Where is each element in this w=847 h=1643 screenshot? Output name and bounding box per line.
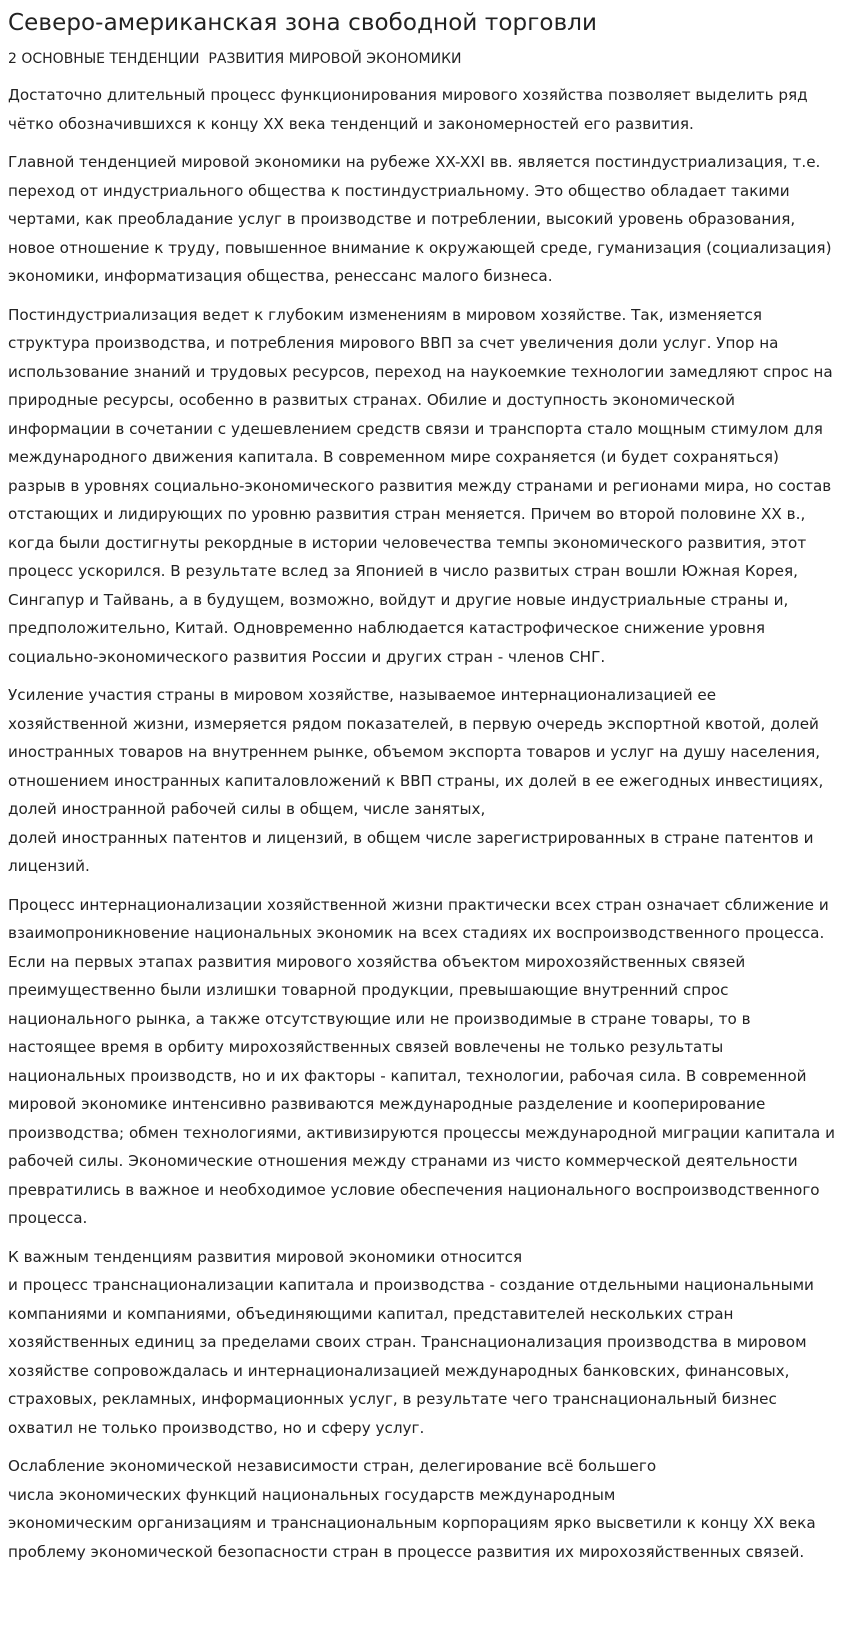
- paragraph-economic-security: Ослабление экономической независимости стран, делегирование всё большего числа экономических функций национальных государств международным экономическим организациям и транснациональным корпорациям ярко высветили к концу XX века проблему экономической безопасности стран в процессе развития их мирохозяйственных связей.: [8, 1457, 816, 1561]
- paragraph-internationalization-process: Процесс интернационализации хозяйственной жизни практически всех стран означает сближение и взаимопроникновение национальных экономик на всех стадиях их воспроизводственного процесса. Если на первых этапах развития мирового хозяйства объектом мирохозяйственных связей преимущественно были излишки товарной продукции, превышающие внутренний спрос национального рынка, а также отсутствующие или не производимые в стране товары, то в настоящее время в орбиту мирохозяйственных связей вовлечены не только результаты национальных производств, но и их факторы - капитал, технологии, рабочая сила. В современной мировой экономике интенсивно развиваются международные разделение и кооперирование производства; обмен технологиями, активизируются процессы международной миграции капитала и рабочей силы. Экономические отношения между странами из чисто коммерческой деятельности превратились в важное и необходимое условие обеспечения национального воспроизводственного процесса.: [8, 895, 836, 1227]
- document-body: [8, 81, 839, 1566]
- section-heading: 2 ОСНОВНЫЕ ТЕНДЕНЦИИ РАЗВИТИЯ МИРОВОЙ ЭКОНОМИКИ: [8, 51, 462, 67]
- paragraph-postindustrialization: Главной тенденцией мировой экономики на рубеже XX-XXI вв. является постиндустриализация, т.е. переход от индустриального общества к постиндустриальному. Это общество обладает такими чертами, как преобладание услуг в производстве и потреблении, высокий уровень образования, новое отношение к труду, повышенное внимание к окружающей среде, гуманизация (социализация) экономики, информатизация общества, ренессанс малого бизнеса.: [8, 153, 832, 285]
- paragraph-transnationalization: К важным тенденциям развития мировой экономики относится и процесс транснационализации капитала и производства - создание отдельными национальными компаниями и компаниями, объединяющими капитал, представителей нескольких стран хозяйственных единиц за пределами своих стран. Транснационализация производства в мировом хозяйстве сопровождалась и интернационализацией международных банковских, финансовых, страховых, рекламных, информационных услуг, в результате чего транснациональный бизнес охватил не только производство, но и сферу услуг.: [8, 1247, 814, 1437]
- paragraph-intro: Достаточно длительный процесс функционирования мирового хозяйства позволяет выделить ряд чётко обозначившихся к концу XX века тенденций и закономерностей его развития.: [8, 86, 808, 133]
- paragraph-structural-changes: Постиндустриализация ведет к глубоким изменениям в мировом хозяйстве. Так, изменяется структура производства, и потребления мирового ВВП за счет увеличения доли услуг. Упор на использование знаний и трудовых ресурсов, переход на наукоемкие технологии замедляют спрос на природные ресурсы, особенно в развитых странах. Обилие и доступность экономической информации в сочетании с удешевлением средств связи и транспорта стало мощным стимулом для международного движения капитала. В современном мире сохраняется (и будет сохраняться) разрыв в уровнях социально-экономического развития между странами и регионами мира, но состав отстающих и лидирующих по уровню развития стран меняется. Причем во второй половине XX в., когда были достигнуты рекордные в истории человечества темпы экономического развития, этот процесс ускорился. В результате вслед за Японией в число развитых стран вошли Южная Корея, Сингапур и Тайвань, а в будущем, возможно, войдут и другие новые индустриальные страны и, предположительно, Китай. Одновременно наблюдается катастрофическое снижение уровня социально-экономического развития России и других стран - членов СНГ.: [8, 305, 833, 666]
- paragraph-internationalization-indicators: Усиление участия страны в мировом хозяйстве, называемое интернационализацией ее хозяйственной жизни, измеряется рядом показателей, в первую очередь экспортной квотой, долей иностранных товаров на внутреннем рынке, объемом экспорта товаров и услуг на душу населения, отношением иностранных капиталовложений к ВВП страны, их долей в ее ежегодных инвестициях, долей иностранной рабочей силы в общем, числе занятых, долей иностранных патентов и лицензий, в общем числе зарегистрированных в стране патентов и лицензий.: [8, 686, 824, 875]
- page-title: Северо-американская зона свободной торговли: [8, 10, 598, 36]
